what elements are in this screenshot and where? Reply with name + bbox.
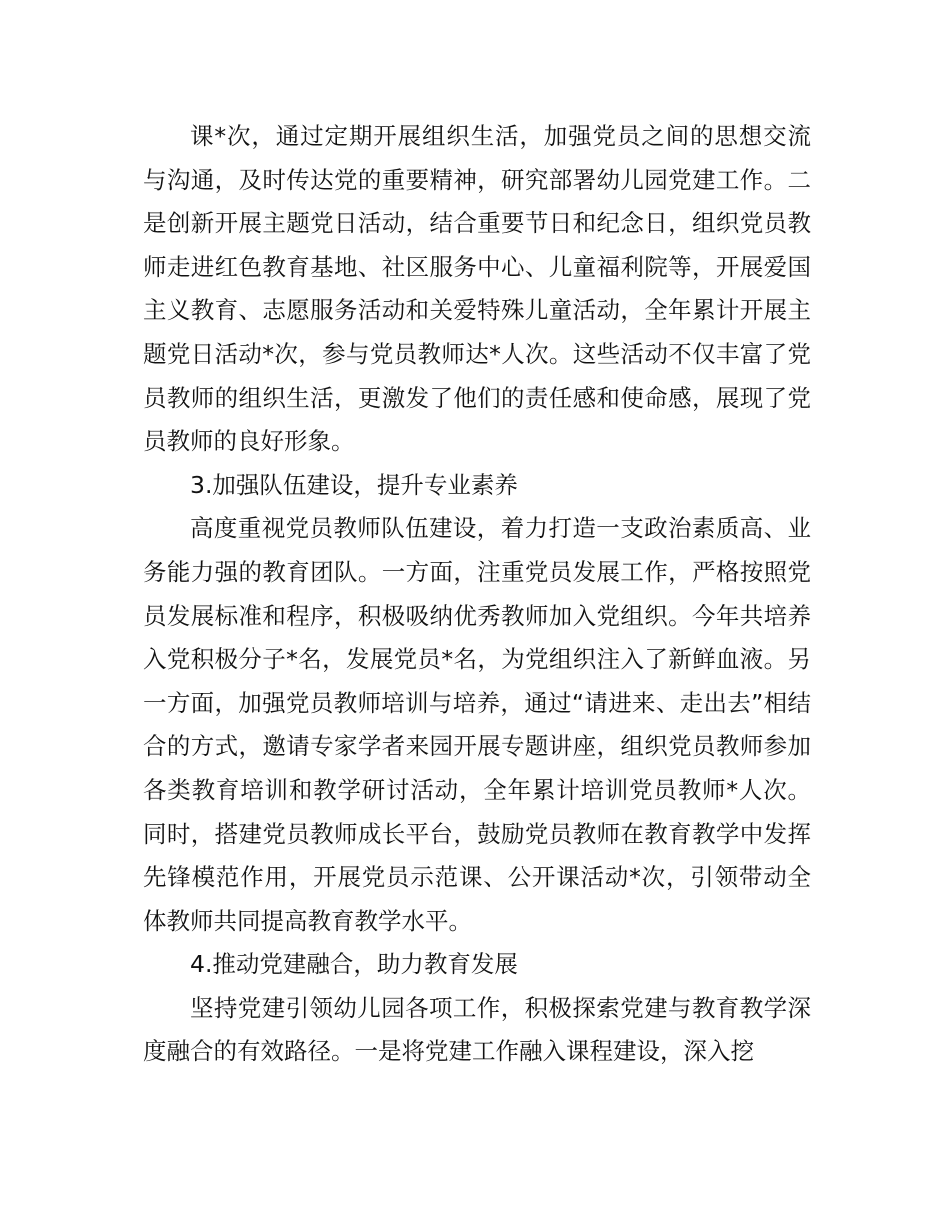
document-body bbox=[143, 115, 811, 1074]
section-heading-team-building: 3.加强队伍建设，提升专业素养 bbox=[190, 470, 518, 499]
paragraph-team-building: 高度重视党员教师队伍建设，着力打造一支政治素质高、业务能力强的教育团队。一方面，注重党员发展工作，严格按照党员发展标准和程序，积极吸纳优秀教师加入党组织。今年共培养入党积极分子*名，发展党员*名，为党组织注入了新鲜血液。另一方面，加强党员教师培训与培养，通过“请进来、走出去”相结合的方式，邀请专家学者来园开展专题讲座，组织党员教师参加各类教育培训和教学研讨活动，全年累计培训党员教师*人次。同时，搭建党员教师成长平台，鼓励党员教师在教育教学中发挥先锋模范作用，开展党员示范课、公开课活动*次，引领带动全体教师共同提高教育教学水平。 bbox=[143, 514, 811, 935]
section-heading-party-integration: 4.推动党建融合，助力教育发展 bbox=[190, 950, 518, 979]
paragraph-org-life-activities: 课*次，通过定期开展组织生活，加强党员之间的思想交流与沟通，及时传达党的重要精神，研究部署幼儿园党建工作。二是创新开展主题党日活动，结合重要节日和纪念日，组织党员教师走进红色教育基地、社区服务中心、儿童福利院等，开展爱国主义教育、志愿服务活动和关爱特殊儿童活动，全年累计开展主题党日活动*次，参与党员教师达*人次。这些活动不仅丰富了党员教师的组织生活，更激发了他们的责任感和使命感，展现了党员教师的良好形象。 bbox=[143, 122, 811, 456]
paragraph-party-integration: 坚持党建引领幼儿园各项工作，积极探索党建与教育教学深度融合的有效路径。一是将党建工作融入课程建设，深入挖 bbox=[143, 993, 811, 1066]
